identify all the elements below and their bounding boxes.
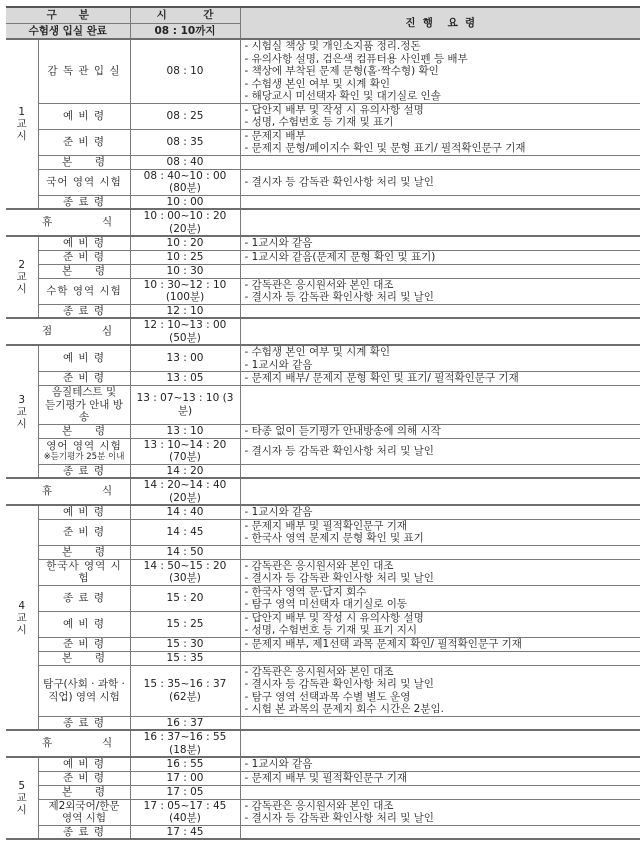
row-description <box>240 585 640 611</box>
row-category: 준 비 령 <box>38 250 130 264</box>
schedule-row <box>6 129 640 155</box>
row-description <box>240 545 640 559</box>
row-description <box>240 278 640 304</box>
row-time: 13 : 10~14 : 20 (70분) <box>130 438 240 464</box>
break-label <box>6 318 130 345</box>
row-description <box>240 559 640 585</box>
description-item: - 감독관은 응시원서와 본인 대조 <box>244 278 394 291</box>
schedule-row <box>6 799 640 825</box>
row-category: 종 료 령 <box>38 304 130 318</box>
schedule-row <box>6 637 640 651</box>
schedule-row <box>6 757 640 771</box>
period-label: 1 교 시 <box>6 39 38 209</box>
description-item: - 감독관은 응시원서와 본인 대조 <box>244 665 394 678</box>
row-time: 08 : 10 <box>130 39 240 103</box>
break-row <box>6 478 640 505</box>
schedule-row <box>6 39 640 103</box>
row-time: 12 : 10 <box>130 304 240 318</box>
row-time: 15 : 35~16 : 37 (62분) <box>130 665 240 716</box>
period-label: 5 교 시 <box>6 757 38 839</box>
break-time: 12 : 10~13 : 00 (50분) <box>130 318 240 345</box>
row-category: 종 료 령 <box>38 585 130 611</box>
break-label-right: 식 <box>102 737 113 750</box>
description-item: - 1교시와 같음 <box>244 237 313 249</box>
row-category: 영어 영역 시험 ※듣기평가 25분 이내 <box>38 438 130 464</box>
break-description <box>240 730 640 757</box>
schedule-row <box>6 519 640 545</box>
schedule-row <box>6 386 640 425</box>
row-description <box>240 799 640 825</box>
break-row <box>6 318 640 345</box>
row-time: 15 : 35 <box>130 651 240 665</box>
row-time: 15 : 30 <box>130 637 240 651</box>
entry-time: 08 : 10까지 <box>130 23 240 39</box>
row-category: 준 비 령 <box>38 372 130 386</box>
period-label: 2 교 시 <box>6 236 38 318</box>
schedule-table <box>6 6 640 840</box>
description-item: - 결시자 등 감독관 확인사항 처리 및 날인 <box>244 572 434 584</box>
row-category: 감 독 관 입 실 <box>38 39 130 103</box>
description-item: - 감독관은 응시원서와 본인 대조 <box>244 799 394 812</box>
row-time: 08 : 35 <box>130 129 240 155</box>
schedule-row <box>6 785 640 799</box>
break-label <box>6 730 130 757</box>
row-time: 10 : 00 <box>130 195 240 209</box>
row-description <box>240 264 640 278</box>
row-category: 준 비 령 <box>38 129 130 155</box>
schedule-row <box>6 195 640 209</box>
schedule-row <box>6 825 640 839</box>
description-item: - 성명, 수험번호 등 기재 및 표기 지시 <box>244 624 418 636</box>
description-item: - 탐구 영역 미선택자 대기실로 이동 <box>244 598 407 610</box>
description-item: - 시험 본 과목의 문제지 회수 시간은 2분임. <box>244 703 444 715</box>
row-time: 08 : 25 <box>130 103 240 129</box>
row-category: 예 비 령 <box>38 345 130 372</box>
row-description <box>240 169 640 195</box>
row-description <box>240 424 640 438</box>
description-item: - 한국사 영역 문제지 문형 확인 및 표기 <box>244 532 424 544</box>
row-category: 예 비 령 <box>38 236 130 250</box>
row-time: 17 : 45 <box>130 825 240 839</box>
row-category: 본 령 <box>38 155 130 169</box>
row-category: 국어 영역 시험 <box>38 169 130 195</box>
break-description <box>240 209 640 236</box>
schedule-row <box>6 438 640 464</box>
row-time: 17 : 05 <box>130 785 240 799</box>
row-time: 10 : 30 <box>130 264 240 278</box>
row-category: 본 령 <box>38 424 130 438</box>
row-description <box>240 103 640 129</box>
break-time: 10 : 00~10 : 20 (20분) <box>130 209 240 236</box>
row-category: 종 료 령 <box>38 195 130 209</box>
row-time: 16 : 55 <box>130 757 240 771</box>
row-category: 본 령 <box>38 264 130 278</box>
description-item: - 결시자 등 감독관 확인사항 처리 및 날인 <box>244 175 434 188</box>
description-item: - 시험실 책상 및 개인소지품 정리.정돈 <box>244 40 421 52</box>
description-item: - 성명, 수험번호 등 기재 및 표기 <box>244 116 394 128</box>
row-time: 13 : 10 <box>130 424 240 438</box>
description-item: - 문제지 배부 및 필적확인문구 기재 <box>244 519 407 532</box>
period-label: 3 교 시 <box>6 345 38 478</box>
description-item: - 해당교시 미선택자 확인 및 대기실로 인솔 <box>244 90 441 102</box>
break-label <box>6 209 130 236</box>
row-category: 예 비 령 <box>38 103 130 129</box>
row-category: 예 비 령 <box>38 505 130 519</box>
schedule-row <box>6 264 640 278</box>
row-time: 10 : 25 <box>130 250 240 264</box>
row-description <box>240 438 640 464</box>
row-category: 탐구(사회 · 과학 · 직업) 영역 시험 <box>38 665 130 716</box>
row-time: 13 : 00 <box>130 345 240 372</box>
row-description <box>240 785 640 799</box>
row-description <box>240 519 640 545</box>
break-time: 14 : 20~14 : 40 (20분) <box>130 478 240 505</box>
schedule-row <box>6 545 640 559</box>
schedule-row <box>6 304 640 318</box>
row-category: 수학 영역 시험 <box>38 278 130 304</box>
description-item: - 1교시와 같음(문제지 문형 확인 및 표기) <box>244 250 436 263</box>
description-item: - 결시자 등 감독관 확인사항 처리 및 날인 <box>244 444 434 457</box>
schedule-body <box>6 39 640 839</box>
row-time: 14 : 50~15 : 20 (30분) <box>130 559 240 585</box>
break-label-left: 점 <box>42 325 53 338</box>
row-description <box>240 386 640 425</box>
description-item: - 감독관은 응시원서와 본인 대조 <box>244 559 394 572</box>
schedule-row <box>6 236 640 250</box>
break-row <box>6 209 640 236</box>
row-description <box>240 236 640 250</box>
description-item: - 문제지 배부, 제1선택 과목 문제지 확인/ 필적확인문구 기재 <box>244 637 522 650</box>
row-description <box>240 651 640 665</box>
description-item: - 답안지 배부 및 작성 시 유의사항 설명 <box>244 103 424 116</box>
row-time: 10 : 20 <box>130 236 240 250</box>
description-item: - 1교시와 같음 <box>244 758 313 770</box>
schedule-row <box>6 169 640 195</box>
description-item: - 결시자 등 감독관 확인사항 처리 및 날인 <box>244 678 434 690</box>
description-item: - 결시자 등 감독관 확인사항 처리 및 날인 <box>244 812 434 824</box>
row-category: 종 료 령 <box>38 716 130 730</box>
description-item: - 문제지 배부 <box>244 129 306 142</box>
row-description <box>240 155 640 169</box>
row-time: 13 : 07~13 : 10 (3분) <box>130 386 240 425</box>
row-description <box>240 304 640 318</box>
row-description <box>240 611 640 637</box>
description-item: - 수험생 본인 여부 및 시계 확인 <box>244 346 391 358</box>
break-time: 16 : 37~16 : 55 (18분) <box>130 730 240 757</box>
row-description <box>240 716 640 730</box>
break-label-right: 심 <box>102 325 113 338</box>
row-time: 15 : 25 <box>130 611 240 637</box>
row-category: 예 비 령 <box>38 611 130 637</box>
row-time: 14 : 20 <box>130 464 240 478</box>
row-description <box>240 825 640 839</box>
schedule-row <box>6 716 640 730</box>
row-description <box>240 505 640 519</box>
row-note: ※듣기평가 25분 이내 <box>43 451 125 462</box>
row-time: 15 : 20 <box>130 585 240 611</box>
schedule-row <box>6 372 640 386</box>
row-category: 본 령 <box>38 651 130 665</box>
row-time: 08 : 40~10 : 00 (80분) <box>130 169 240 195</box>
row-description <box>240 345 640 372</box>
row-description <box>240 464 640 478</box>
schedule-row <box>6 424 640 438</box>
break-label-right: 식 <box>102 216 113 229</box>
row-category: 한국사 영역 시험 <box>38 559 130 585</box>
entry-label: 수험생 입실 완료 <box>6 23 130 39</box>
break-label-left: 휴 <box>42 485 53 498</box>
row-time: 17 : 05~17 : 45 (40분) <box>130 799 240 825</box>
description-item: - 타종 없이 듣기평가 안내방송에 의해 시작 <box>244 424 441 437</box>
row-time: 13 : 05 <box>130 372 240 386</box>
row-time: 10 : 30~12 : 10 (100분) <box>130 278 240 304</box>
schedule-row <box>6 345 640 372</box>
exam-schedule <box>6 6 640 840</box>
header-description: 진 행 요 령 <box>240 7 640 39</box>
schedule-row <box>6 464 640 478</box>
break-label-right: 식 <box>102 485 113 498</box>
row-time: 08 : 40 <box>130 155 240 169</box>
row-description <box>240 637 640 651</box>
break-label <box>6 478 130 505</box>
row-description <box>240 665 640 716</box>
description-item: - 책상에 부착된 문제 문형(홀·짝수형) 확인 <box>244 65 439 77</box>
description-item: - 한국사 영역 문·답지 회수 <box>244 585 367 598</box>
row-description <box>240 372 640 386</box>
break-description <box>240 318 640 345</box>
description-item: - 유의사항 설명, 검은색 컴퓨터용 사인펜 등 배부 <box>244 52 468 65</box>
break-description <box>240 478 640 505</box>
row-time: 14 : 40 <box>130 505 240 519</box>
description-item: - 1교시와 같음 <box>244 506 313 518</box>
break-label-left: 휴 <box>42 216 53 229</box>
row-category: 제2외국어/한문 영역 시험 <box>38 799 130 825</box>
row-description <box>240 771 640 785</box>
row-category: 본 령 <box>38 545 130 559</box>
description-item: - 문제지 배부/ 문제지 문형 확인 및 표기/ 필적확인문구 기재 <box>244 372 519 385</box>
row-time: 16 : 37 <box>130 716 240 730</box>
description-item: - 결시자 등 감독관 확인사항 처리 및 날인 <box>244 291 434 303</box>
break-label-left: 휴 <box>42 737 53 750</box>
schedule-row <box>6 103 640 129</box>
schedule-row <box>6 665 640 716</box>
header-time: 시 간 <box>130 7 240 23</box>
row-category: 종 료 령 <box>38 464 130 478</box>
description-item: - 1교시와 같음 <box>244 358 313 371</box>
description-item: - 문제지 배부 및 필적확인문구 기재 <box>244 771 407 784</box>
row-category: 예 비 령 <box>38 757 130 771</box>
description-item: - 탐구 영역 선택과목 수별 별도 운영 <box>244 690 411 703</box>
row-category: 본 령 <box>38 785 130 799</box>
row-description <box>240 250 640 264</box>
schedule-row <box>6 585 640 611</box>
row-description <box>240 129 640 155</box>
row-description <box>240 757 640 771</box>
schedule-row <box>6 771 640 785</box>
row-description <box>240 195 640 209</box>
schedule-row <box>6 250 640 264</box>
description-item: - 답안지 배부 및 작성 시 유의사항 설명 <box>244 611 424 624</box>
description-item: - 수험생 본인 여부 및 시계 확인 <box>244 77 391 90</box>
row-category: 준 비 령 <box>38 519 130 545</box>
schedule-row <box>6 505 640 519</box>
row-description <box>240 39 640 103</box>
row-time: 17 : 00 <box>130 771 240 785</box>
schedule-row <box>6 155 640 169</box>
schedule-row <box>6 278 640 304</box>
period-label: 4 교 시 <box>6 505 38 730</box>
row-time: 14 : 50 <box>130 545 240 559</box>
row-category: 음질테스트 및 듣기평가 안내 방송 <box>38 386 130 425</box>
row-time: 14 : 45 <box>130 519 240 545</box>
row-category: 종 료 령 <box>38 825 130 839</box>
description-item: - 문제지 문형/페이지수 확인 및 문형 표기/ 필적확인문구 기재 <box>244 142 526 154</box>
schedule-row <box>6 611 640 637</box>
schedule-row <box>6 651 640 665</box>
header-category: 구 분 <box>6 7 130 23</box>
break-row <box>6 730 640 757</box>
row-category: 준 비 령 <box>38 771 130 785</box>
schedule-row <box>6 559 640 585</box>
row-category: 준 비 령 <box>38 637 130 651</box>
